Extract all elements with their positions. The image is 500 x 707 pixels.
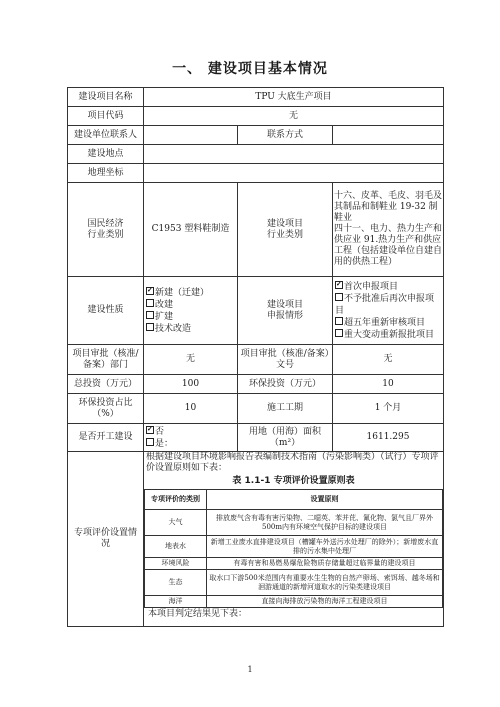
land-area-label: 用地（用海）面积（m²） (238, 424, 333, 452)
option-new-build[interactable] (146, 287, 235, 299)
row-location (68, 145, 444, 164)
row-nature (68, 277, 444, 345)
option-redeclare-label: 不予批准后再次申报项目 (335, 293, 435, 316)
checkbox-icon[interactable] (146, 299, 154, 307)
page-title: 一、 建设项目基本情况 (172, 61, 328, 77)
env-investment-label: 环保投资（万元） (238, 375, 333, 394)
declaration-options (333, 277, 444, 345)
row-project-name (68, 88, 444, 107)
checkbox-icon[interactable] (146, 438, 154, 446)
category-cell: 生态 (145, 570, 207, 596)
option-five-year-review-label: 超五年重新审核项目 (344, 317, 426, 328)
declaration-label-text: 建设项目 申报情形 (266, 299, 303, 321)
approval-doc-value: 无 (333, 345, 444, 375)
env-ratio-value: 10 (144, 394, 238, 424)
coords-value (144, 164, 444, 183)
project-category-label (238, 183, 333, 277)
construction-period-value: 1 个月 (333, 394, 444, 424)
table-row (145, 570, 443, 596)
industry-value: C1953 塑料鞋制造 (144, 183, 238, 277)
checkbox-icon[interactable] (335, 293, 343, 301)
option-new-build-label: 新建（迁建） (155, 287, 210, 298)
option-rebuild[interactable] (146, 299, 235, 311)
location-label: 建设地点 (68, 145, 144, 164)
table-row (145, 510, 443, 536)
row-investment (68, 375, 444, 394)
row-ratio (68, 394, 444, 424)
table-row (145, 536, 443, 558)
option-five-year-review[interactable] (335, 317, 441, 329)
total-investment-label: 总投资（万元） (68, 375, 144, 394)
checkbox-checked-icon[interactable] (146, 426, 154, 434)
approval-doc-label: 项目审批（核准/备案）文号 (238, 345, 333, 375)
project-name-label: 建设项目名称 (68, 88, 144, 107)
project-category-value (333, 183, 444, 277)
option-rebuild-label: 改建 (155, 299, 174, 310)
option-no[interactable] (146, 426, 235, 438)
started-options (144, 424, 238, 452)
coords-label: 地理坐标 (68, 164, 144, 183)
checkbox-icon[interactable] (335, 329, 343, 337)
location-value (144, 145, 444, 164)
nature-label: 建设性质 (68, 277, 144, 345)
row-project-code (68, 107, 444, 126)
special-assessment-intro: 根据建设项目环境影响报告表编制技术指南（污染影响类）（试行）专项评价设置原则如下表： (146, 452, 439, 473)
option-major-change-label: 重大变动重新报批项目 (344, 329, 435, 340)
project-category-value-text: 十六、皮革、毛皮、羽毛及其制品和制鞋业 19-32 制鞋业 四十一、电力、热力生产和供应业 91.热力生产和供应工程（包括建设单位自建自用的供热工程） (334, 191, 443, 267)
sub-header-category: 专项评价的类别 (145, 490, 207, 510)
rule-cell: 取水口下游500米范围内有重要水生生物的自然产卵场、索饵场、越冬场和洄游通道的新增河道取水的污染类建设项目 (207, 570, 443, 596)
rule-cell: 有毒有害和易燃易爆危险物质存储量超过临界量的建设项目 (207, 558, 443, 570)
judgement-note: 本项目判定结果见下表： (148, 609, 248, 619)
project-name-value: TPU 大底生产项目 (144, 88, 444, 107)
project-info-table (67, 87, 444, 627)
rule-cell: 排放废气含有毒有害污染物、二噁英、苯并芘、氰化物、氯气且厂界外500m内有环境空气保护目标的建设项目 (207, 510, 443, 536)
category-cell: 海洋 (145, 596, 207, 608)
category-cell: 大气 (145, 510, 207, 536)
option-first-declaration-label: 首次申报项目 (344, 281, 399, 292)
sub-table-title: 表 1.1-1 专项评价设置原则表 (232, 476, 355, 486)
row-special-assessment (68, 452, 444, 627)
contact-label: 建设单位联系人 (68, 126, 144, 145)
started-label: 是否开工建设 (68, 424, 144, 452)
construction-period-label: 施工工期 (238, 394, 333, 424)
checkbox-icon[interactable] (146, 311, 154, 319)
option-yes-label: 是： (155, 438, 174, 449)
table-row (145, 596, 443, 608)
option-major-change[interactable] (335, 329, 441, 341)
project-code-label: 项目代码 (68, 107, 144, 126)
option-no-label: 否 (155, 426, 165, 437)
row-contact (68, 126, 444, 145)
option-expand-label: 扩建 (155, 311, 174, 322)
option-redeclare[interactable] (335, 293, 441, 317)
project-category-label-text: 建设项目 行业类别 (266, 218, 303, 240)
industry-label (68, 183, 144, 277)
rule-cell: 直接向海排放污染物的海洋工程建设项目 (207, 596, 443, 608)
industry-label-text: 国民经济 行业类别 (87, 218, 124, 240)
checkbox-checked-icon[interactable] (146, 287, 154, 295)
option-first-declaration[interactable] (335, 281, 441, 293)
row-coords (68, 164, 444, 183)
table-row (145, 558, 443, 570)
contact-method-label: 联系方式 (238, 126, 333, 145)
env-investment-value: 10 (333, 375, 444, 394)
land-area-value: 1611.295 (333, 424, 444, 452)
row-approval (68, 345, 444, 375)
special-assessment-table (144, 489, 443, 608)
approval-dept-label: 项目审批（核准/备案）部门 (68, 345, 144, 375)
total-investment-value: 100 (144, 375, 238, 394)
declaration-label (238, 277, 333, 345)
env-ratio-label: 环保投资占比（%） (68, 394, 144, 424)
option-tech-upgrade[interactable] (146, 323, 235, 335)
project-code-value: 无 (144, 107, 444, 126)
contact-method-value (333, 126, 444, 145)
sub-header-rule: 设置原则 (207, 490, 443, 510)
sub-table-header (145, 490, 443, 510)
page-number: 1 (247, 665, 253, 674)
row-industry (68, 183, 444, 277)
checkbox-checked-icon[interactable] (335, 281, 343, 289)
rule-cell: 新增工业废水直排建设项目（槽罐车外送污水处理厂的除外）；新增废水直排的污水集中处理厂 (207, 536, 443, 558)
option-yes[interactable] (146, 438, 235, 450)
checkbox-icon[interactable] (335, 317, 343, 325)
category-cell: 地表水 (145, 536, 207, 558)
category-cell: 环境风险 (145, 558, 207, 570)
approval-dept-value: 无 (144, 345, 238, 375)
special-assessment-label: 专项评价设置情况 (68, 452, 144, 627)
checkbox-icon[interactable] (146, 323, 154, 331)
row-started (68, 424, 444, 452)
option-tech-upgrade-label: 技术改造 (155, 323, 192, 334)
contact-value (144, 126, 238, 145)
option-expand[interactable] (146, 311, 235, 323)
nature-options (144, 277, 238, 345)
special-assessment-content (144, 452, 444, 627)
